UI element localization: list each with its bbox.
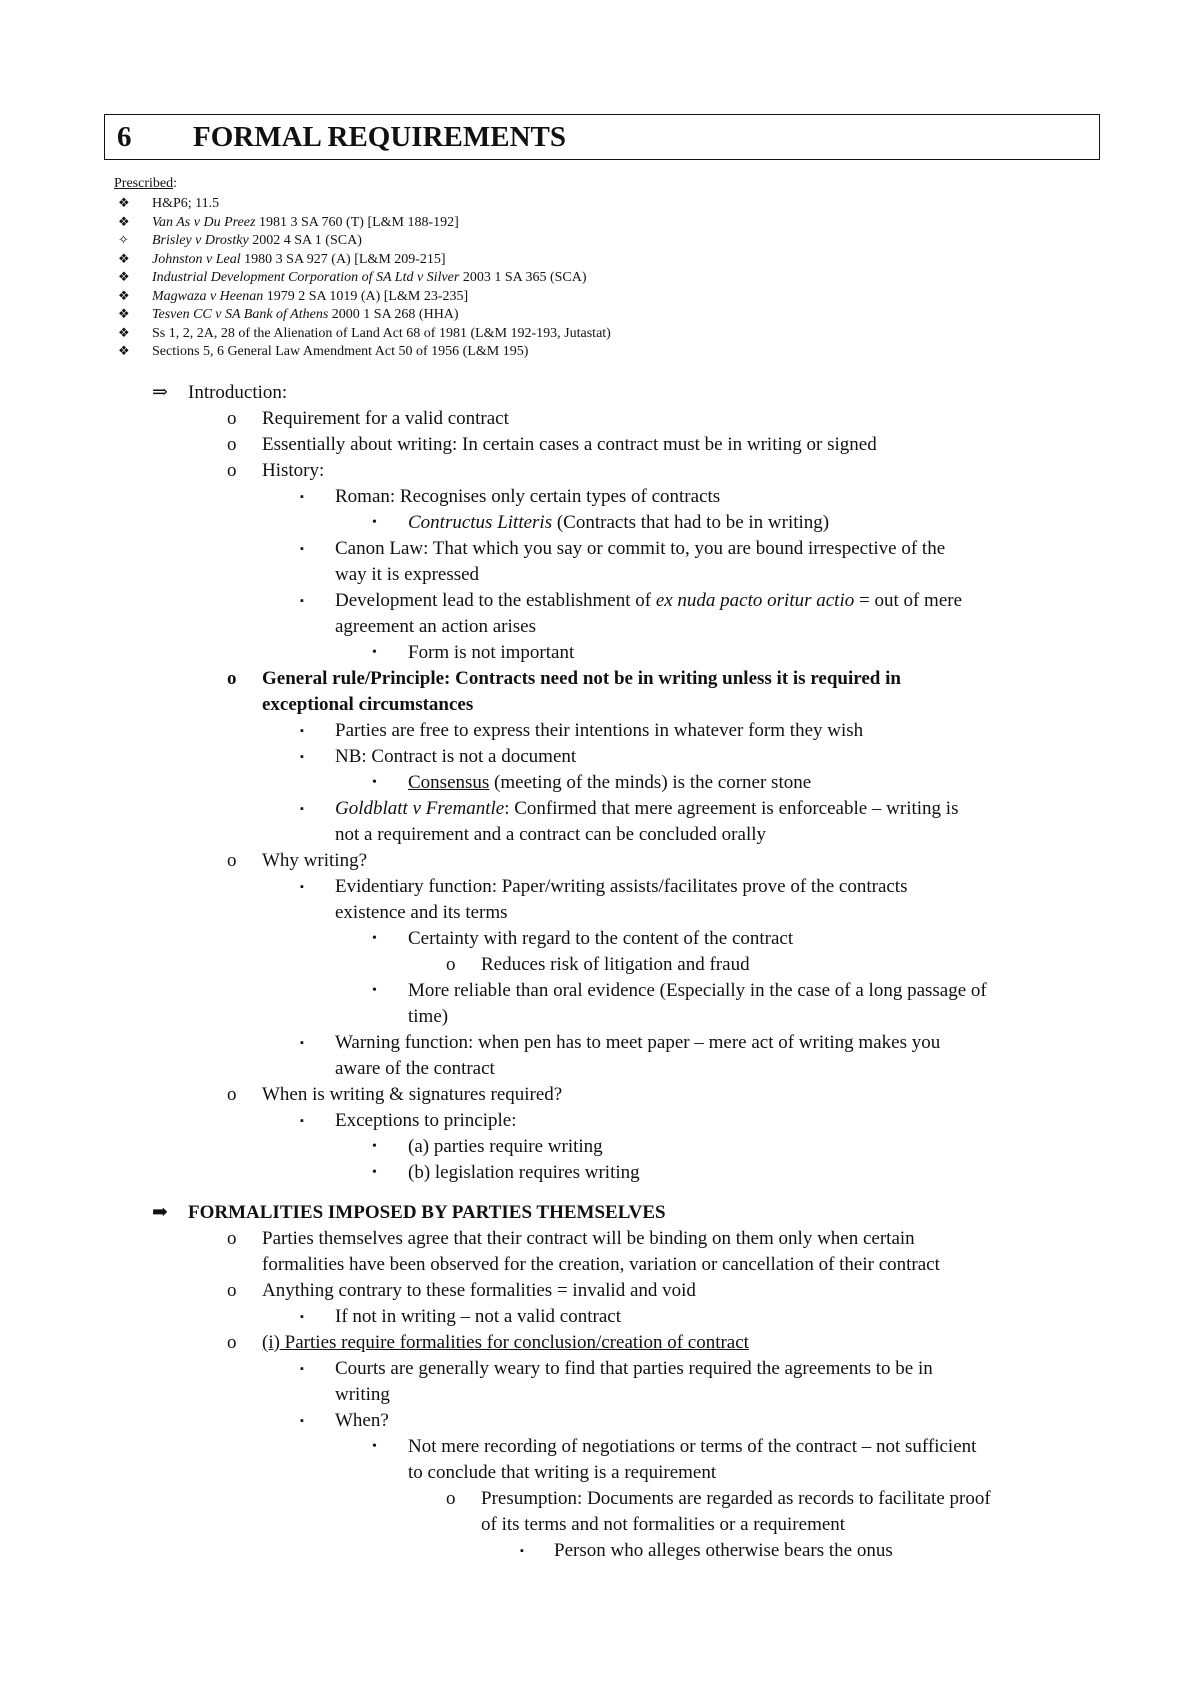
section-number: 6 — [117, 120, 132, 153]
circle-bullet-icon: o — [227, 1332, 237, 1353]
outline-item: o History: — [0, 458, 1200, 484]
square-bullet-icon: ▪ — [300, 491, 304, 503]
square-bullet-icon: ▪ — [300, 1415, 304, 1427]
outline-item: • Form is not important — [0, 640, 1200, 666]
outline-item: ▪ Courts are generally weary to find that parties required the agreements to be in writing — [300, 1358, 933, 1405]
reference-item: ❖ Van As v Du Preez 1981 3 SA 760 (T) [L&M 188-192] — [118, 213, 459, 230]
dot-bullet-icon: • — [372, 1165, 377, 1180]
square-bullet-icon: ▪ — [300, 543, 304, 555]
circle-bullet-icon: o — [227, 1084, 237, 1105]
dot-bullet-icon: • — [372, 645, 377, 660]
dot-bullet-icon: • — [372, 983, 377, 998]
outline-item: ▪ Exceptions to principle: — [0, 1108, 1200, 1134]
diamond-bullet-icon: ❖ — [118, 213, 130, 229]
diamond-bullet-icon: ❖ — [118, 324, 130, 340]
dot-bullet-icon: • — [372, 775, 377, 790]
diamond-bullet-icon: ❖ — [118, 250, 130, 266]
circle-bullet-icon: o — [227, 1280, 237, 1301]
outline-item: o Essentially about writing: In certain cases a contract must be in writing or signed — [0, 432, 1200, 458]
outline-item: • Contructus Litteris (Contracts that had to be in writing) — [0, 510, 1200, 536]
outline-item: o Parties themselves agree that their contract will be binding on them only when certain formalities have been observed for the creation, variation or cancellation of their contract — [227, 1228, 940, 1275]
outline-item: ➡ FORMALITIES IMPOSED BY PARTIES THEMSELVES — [0, 1200, 1200, 1226]
square-bullet-icon: ▪ — [300, 803, 304, 815]
bold-arrow-bullet-icon: ➡ — [152, 1202, 168, 1223]
outline-item: ▪ NB: Contract is not a document — [0, 744, 1200, 770]
outline-item: o Presumption: Documents are regarded as records to facilitate proof of its terms and not formalities or a requirement — [446, 1488, 991, 1535]
circle-bullet-icon: o — [227, 434, 237, 455]
dot-bullet-icon: • — [372, 515, 377, 530]
arrow-bullet-icon: ⇒ — [152, 382, 168, 403]
outline-item: o Requirement for a valid contract — [0, 406, 1200, 432]
square-bullet-icon: ▪ — [300, 751, 304, 763]
reference-item: ❖ H&P6; 11.5 — [118, 195, 220, 211]
circle-bullet-icon: o — [227, 668, 237, 689]
outline-item: • More reliable than oral evidence (Especially in the case of a long passage of time) — [372, 980, 987, 1027]
circle-bullet-icon: o — [227, 408, 237, 429]
outline-item: o When is writing & signatures required? — [0, 1082, 1200, 1108]
section-spacer — [0, 1186, 1200, 1200]
outline-item: o (i) Parties require formalities for conclusion/creation of contract — [0, 1330, 1200, 1356]
reference-item: ❖ Industrial Development Corporation of SA Ltd v Silver 2003 1 SA 365 (SCA) — [118, 269, 587, 285]
circle-bullet-icon: o — [446, 954, 456, 975]
outline-item: ▪ Parties are free to express their intentions in whatever form they wish — [0, 718, 1200, 744]
square-bullet-icon: ▪ — [300, 1363, 304, 1375]
circle-bullet-icon: o — [446, 1488, 456, 1509]
reference-item: ❖ Ss 1, 2, 2A, 28 of the Alienation of Land Act 68 of 1981 (L&M 192-193, Jutastat) — [118, 324, 611, 341]
diamond-bullet-icon: ❖ — [118, 343, 130, 358]
outline-item: ▪ Roman: Recognises only certain types of contracts — [0, 484, 1200, 510]
reference-item: ❖ Tesven CC v SA Bank of Athens 2000 1 SA 268 (HHA) — [118, 306, 459, 322]
diamond-bullet-icon: ❖ — [118, 195, 130, 210]
outline-item: ▪ Evidentiary function: Paper/writing assists/facilitates prove of the contracts existence and its terms — [300, 876, 908, 923]
prescribed-label: Prescribed: — [114, 176, 177, 191]
outline-item: • Consensus (meeting of the minds) is the corner stone — [0, 770, 1200, 796]
reference-item: ❖ Magwaza v Heenan 1979 2 SA 1019 (A) [L&M 23-235] — [118, 287, 469, 304]
square-bullet-icon: ▪ — [300, 1037, 304, 1049]
notes-outline — [0, 380, 1200, 1564]
outline-item: • (a) parties require writing — [0, 1134, 1200, 1160]
outline-item: • Certainty with regard to the content of the contract — [0, 926, 1200, 952]
outline-item: ▪ Goldblatt v Fremantle: Confirmed that mere agreement is enforceable – writing is not a requirement and a contract can be concluded orally — [300, 798, 959, 845]
square-bullet-icon: ▪ — [300, 881, 304, 893]
outline-item: ▪ Canon Law: That which you say or commit to, you are bound irrespective of the way it is expressed — [300, 538, 946, 585]
diamond-bullet-icon: ❖ — [118, 306, 130, 321]
dot-bullet-icon: • — [372, 931, 377, 946]
prescribed-reference-list — [118, 194, 611, 361]
outline-item: o Why writing? — [0, 848, 1200, 874]
outline-item: o Reduces risk of litigation and fraud — [0, 952, 1200, 978]
square-bullet-icon: ▪ — [300, 725, 304, 737]
outline-item: o General rule/Principle: Contracts need not be in writing unless it is required in exceptional circumstances — [227, 668, 901, 715]
outline-item: ▪ Person who alleges otherwise bears the onus — [0, 1538, 1200, 1564]
reference-item: ❖ Johnston v Leal 1980 3 SA 927 (A) [L&M 209-215] — [118, 250, 446, 267]
reference-item: ✧ Brisley v Drostky 2002 4 SA 1 (SCA) — [118, 232, 362, 248]
circle-bullet-icon: o — [227, 460, 237, 481]
section-title: FORMAL REQUIREMENTS — [193, 120, 567, 153]
outline-item: ▪ When? — [0, 1408, 1200, 1434]
outline-item: • Not mere recording of negotiations or terms of the contract – not sufficient to conclude that writing is a requirement — [372, 1436, 977, 1483]
outline-item: o Anything contrary to these formalities = invalid and void — [0, 1278, 1200, 1304]
circle-bullet-icon: o — [227, 850, 237, 871]
outline-item: ▪ Warning function: when pen has to meet paper – mere act of writing makes you aware of the contract — [300, 1032, 941, 1079]
outline-item: • (b) legislation requires writing — [0, 1160, 1200, 1186]
outline-item: ▪ Development lead to the establishment of ex nuda pacto oritur actio = out of mere agreement an action arises — [300, 590, 963, 637]
diamond-bullet-icon: ❖ — [118, 269, 130, 284]
square-bullet-icon: ▪ — [520, 1545, 524, 1557]
circle-bullet-icon: o — [227, 1228, 237, 1249]
outline-item: ▪ If not in writing – not a valid contract — [0, 1304, 1200, 1330]
section-heading-box — [104, 114, 1100, 160]
dot-bullet-icon: • — [372, 1439, 377, 1454]
star-bullet-icon: ✧ — [118, 232, 129, 247]
square-bullet-icon: ▪ — [300, 595, 304, 607]
outline-item: ⇒ Introduction: — [0, 380, 1200, 406]
square-bullet-icon: ▪ — [300, 1115, 304, 1127]
dot-bullet-icon: • — [372, 1139, 377, 1154]
diamond-bullet-icon: ❖ — [118, 287, 130, 303]
square-bullet-icon: ▪ — [300, 1311, 304, 1323]
reference-item: ❖ Sections 5, 6 General Law Amendment Act 50 of 1956 (L&M 195) — [118, 343, 529, 359]
